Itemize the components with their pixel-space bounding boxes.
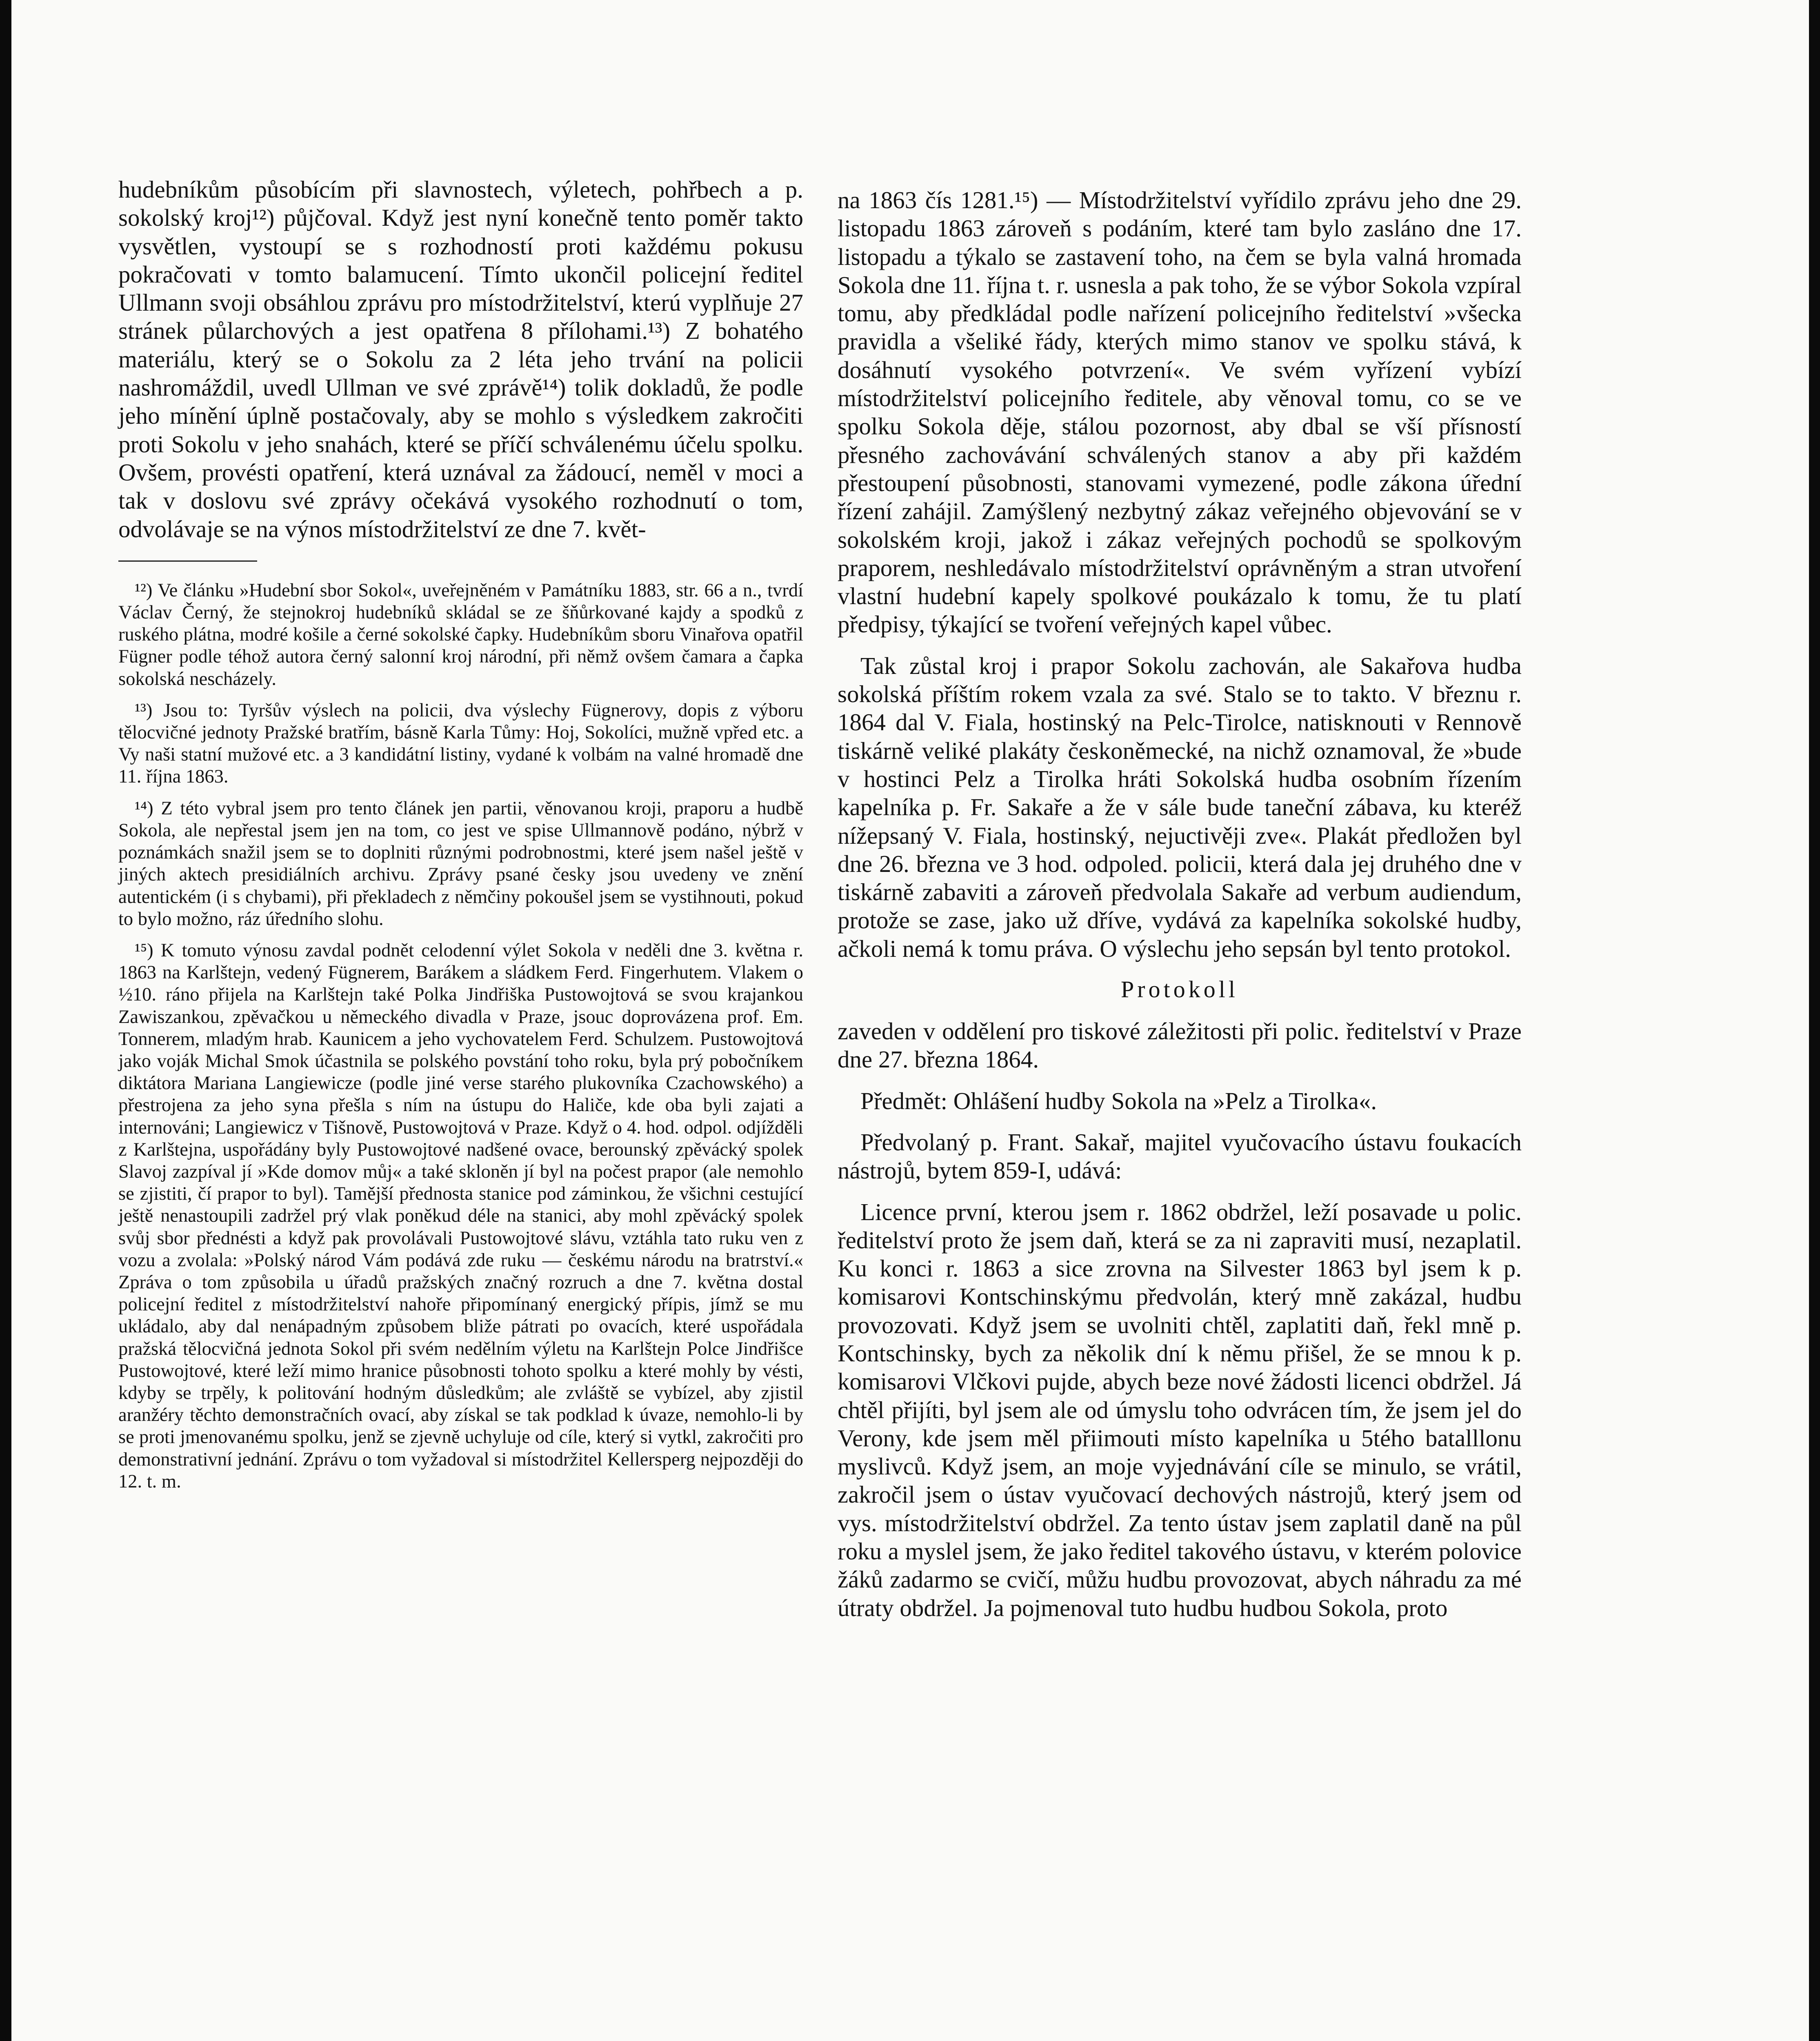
protocol-testimony: Licence první, kterou jsem r. 1862 obdržel, leží posavade u polic. ředitelství proto že jsem daň, která se za ni zapraviti musí, nezaplatil. Ku konci r. 1863 a sice zrovna na Silvester 1863 byl jsem k p. komisarovi Kontschinskýmu předvolán, který mně zakázal, hudbu provozovati. Když jsem se uvolniti chtěl, zaplatiti daň, řekl mně p. Kontschinsky, bych za několik dní k němu přišel, že se mnou k p. komisarovi Vlčkovi pujde, abych beze nové žádosti licenci obdržel. Já chtěl přijíti, byl jsem ale od úmyslu toho odvrácen tím, že jsem jel do Verony, kde jsem měl přiimouti místo kapelníka u 5tého batalllonu myslivců. Když jsem, an moje vyjednávání cíle se minulo, se vrátil, zakročil jsem o ústav vyučovací dechových nástrojů, který jsem od vys. místodržitelství obdržel. Za tento ústav jsem zaplatil daně na půl roku a myslel jsem, že jako ředitel takového ústavu, v kterém polovice žáků zadarmo se cvičí, můžu hudbu provozovat, abych náhradu za mé útraty obdržel. Ja pojmenoval tuto hudbu hudbou Sokola, proto bbox=[838, 1198, 1522, 1621]
protocol-intro: zaveden v oddělení pro tiskové záležitosti při polic. ředitelství v Praze dne 27. března 1864. bbox=[838, 1018, 1522, 1073]
footnote-12: ¹²) Ve článku »Hudební sbor Sokol«, uveřejněném v Památníku 1883, str. 66 a n., tvrdí Václav Černý, že stejnokroj hudebníků skládal se ze šňůrkované kajdy a spodků z ruského plátna, modré košile a černé sokolské čapky. Hudebníkům sboru Vinařova opatřil Fügner podle téhož autora černý salonní kroj národní, při němž ovšem čamara a čapka sokolská nescházely. bbox=[118, 580, 803, 689]
right-paragraph-2: Tak zůstal kroj i prapor Sokolu zachován, ale Sakařova hudba sokolská příštím rokem vzala za své. Stalo se to takto. V březnu r. 1864 dal V. Fiala, hostinský na Pelc-Tirolce, natisknouti v Rennově tiskárně veliké plakáty českoněmecké, na nichž oznamoval, že »bude v hostinci Pelz a Tirolka hráti Sokolská hudba osobním řízením kapelníka p. Fr. Sakaře a že v sále bude taneční zábava, ku kteréž nížepsaný V. Fiala, hostinský, nejuctivěji zve«. Plakát předložen byl dne 26. března ve 3 hod. odpoled. policii, která dala jej druhého dne v tiskárně zabaviti a zároveň předvolala Sakaře ad verbum audiendum, protože se zase, jako už dříve, vydává za kapelníka sokolské hudby, ačkoli nemá k tomu práva. O výslechu jeho sepsán byl tento protokol. bbox=[838, 652, 1522, 962]
left-main-paragraph: hudebníkům působícím při slavnostech, výletech, pohřbech a p. sokolský kroj¹²) půjčoval. Když jest nyní konečně tento poměr takto vysvětlen, vystoupí se s rozhodností proti každému pokusu pokračovati v tomto balamucení. Tímto ukončil policejní ředitel Ullmann svoji obsáhlou zprávu pro místodržitelství, kterú vyplňuje 27 stránek půlarchových a jest opatřena 8 přílohami.¹³) Z bohatého materiálu, který se o Sokolu za 2 léta jeho trvání na policii nashromáždil, uvedl Ullman ve své zprávě¹⁴) tolik dokladů, že podle jeho mínění úplně postačovaly, aby se mohlo s výsledkem zakročiti proti Sokolu v jeho snahách, které se příčí schválenému účelu spolku. Ovšem, provésti opatření, která uznával za žádoucí, neměl v moci a tak v doslovu své zprávy očekává vysokého rozhodnutí o tom, odvolávaje se na výnos místodržitelství ze dne 7. květ- bbox=[118, 176, 803, 542]
left-column bbox=[118, 176, 803, 1502]
right-column bbox=[838, 186, 1522, 1622]
right-paragraph-1: na 1863 čís 1281.¹⁵) — Místodržitelství vyřídilo zprávu jeho dne 29. listopadu 1863 zároveň s podáním, které tam bylo zasláno dne 17. listopadu a týkalo se zastavení toho, na čem se byla valná hromada Sokola dne 11. října t. r. usnesla a pak toho, že se výbor Sokola vzpíral tomu, aby předkládal podle nařízení policejního ředitelství »všecka pravidla a všeliké řády, kterých mimo stanov ve spolku stává, k dosáhnutí vysokého potvrzení«. Ve svém vyřízení vybízí místodržitelství policejního ředitele, aby věnoval tomu, co se ve spolku Sokola děje, stálou pozornost, aby dbal se vší přísností přesného zachovávání schválených stanov a aby při každém přestoupení působnosti, stanovami vymezené, podle zákona úřední řízení zahájil. Zamýšlený nezbytný zákaz veřejného objevování se v sokolském kroji, jakož i zákaz veřejných pochodů se spolkovým praporem, neshledávalo místodržitelství oprávněným a stran utvoření vlastní hudební kapely spolkové poukázalo k tomu, že tu platí předpisy, týkající se tvoření veřejných kapel vůbec. bbox=[838, 187, 1522, 638]
scanned-page bbox=[11, 0, 1809, 2041]
footnote-14: ¹⁴) Z této vybral jsem pro tento článek jen partii, věnovanou kroji, praporu a hudbě Sokola, ale nepřestal jsem jen na tom, co jest ve spise Ullmannově podáno, nýbrž v poznámkách snažil jsem se to doplniti různými podrobnostmi, které jsem našel ještě v jiných aktech presidiálních archivu. Zprávy psané česky jsou uvedeny ve znění autentickém (i s chybami), při překladech z němčiny pokoušel jsem se vystihnouti, pokud to bylo možno, ráz úředního slohu. bbox=[118, 798, 803, 929]
protocol-subject: Předmět: Ohlášení hudby Sokola na »Pelz a Tirolka«. bbox=[860, 1087, 1377, 1114]
footnotes bbox=[118, 580, 803, 1493]
footnote-13: ¹³) Jsou to: Tyršův výslech na policii, dva výslechy Fügnerovy, dopis z výboru tělocvičné jednoty Pražské bratřím, básně Karla Tůmy: Hoj, Sokolíci, mužně vpřed etc. a Vy naši statní mužové etc. a 3 kandidátní listiny, vydané k volbám na valné hromadě dne 11. října 1863. bbox=[118, 700, 803, 787]
protocol-heading: Protokoll bbox=[1121, 976, 1238, 1003]
footnote-15: ¹⁵) K tomuto výnosu zavdal podnět celodenní výlet Sokola v neděli dne 3. května r. 1863 na Karlštejn, vedený Fügnerem, Barákem a sládkem Ferd. Fingerhutem. Vlakem o ½10. ráno přijela na Karlštejn také Polka Jindřiška Pustowojtová se svou krajankou Zawiszankou, zpěvačkou u německého divadla v Praze, jsouc doprovázena prof. Em. Tonnerem, mladým hrab. Kaunicem a jeho vychovatelem Ferd. Schulzem. Pustowojtová jako voják Michal Smok účastnila se polského povstání toho roku, byla prý pobočníkem diktátora Mariana Langiewicze (podle jiné verse starého plukovníka Czachowského) a přestrojena za jeho syna přešla s ním na ústupu do Haliče, kde oba byli zajati a internováni; Langiewicz v Tišnově, Pustowojtová v Praze. Když o 4. hod. odpol. odjížděli z Karlštejna, uspořádány byly Pustowojtové nadšené ovace, berounský zpěvácký spolek Slavoj zazpíval jí »Kde domov můj« a také skloněn jí byl na počest prapor (ale nemohlo se zjistiti, čí prapor to byl). Tamější přednosta stanice pod záminkou, že všichni cestující ještě nenastoupili zadržel prý vlak poněkud déle na stanici, aby mohl zpěvácký spolek svůj sbor přednésti a když pak provolávali Pustowojtové slávu, vztáhla tato ruku ven z vozu a zvolala: »Polský národ Vám podává zde ruku — českému národu na bratrství.« Zpráva o tom způsobila u úřadů pražských značný rozruch a dne 7. května dostal policejní ředitel z místodržitelství nahoře připomínaný energický přípis, jímž se mu ukládalo, aby dal nenápadným způsobem bliže pátrati po ovacích, které uspořádala pražská tělocvičná jednota Sokol při svém nedělním výletu na Karlštejn Polce Jindřišce Pustowojtové, které leží mimo hranice působnosti tohoto spolku a které mohly by vésti, kdyby se trpěly, k politování hodným důsledkům; ale zvláště se vybízel, aby zjistil aranžéry těchto demonstračních ovací, aby získal se tak podklad k úvaze, nemohlo-li by se proti jmenovanému spolku, jenž se zjevně uchyluje od cíle, který si vytkl, zakročiti pro demonstrativní jednání. Zprávu o tom vyžadoval si místodržitel Kellersperg nejpozději do 12. t. m. bbox=[118, 940, 803, 1492]
footnote-separator bbox=[118, 560, 257, 562]
protocol-summoned: Předvolaný p. Frant. Sakař, majitel vyučovacího ústavu foukacích nástrojů, bytem 859-I, udává: bbox=[838, 1128, 1522, 1184]
